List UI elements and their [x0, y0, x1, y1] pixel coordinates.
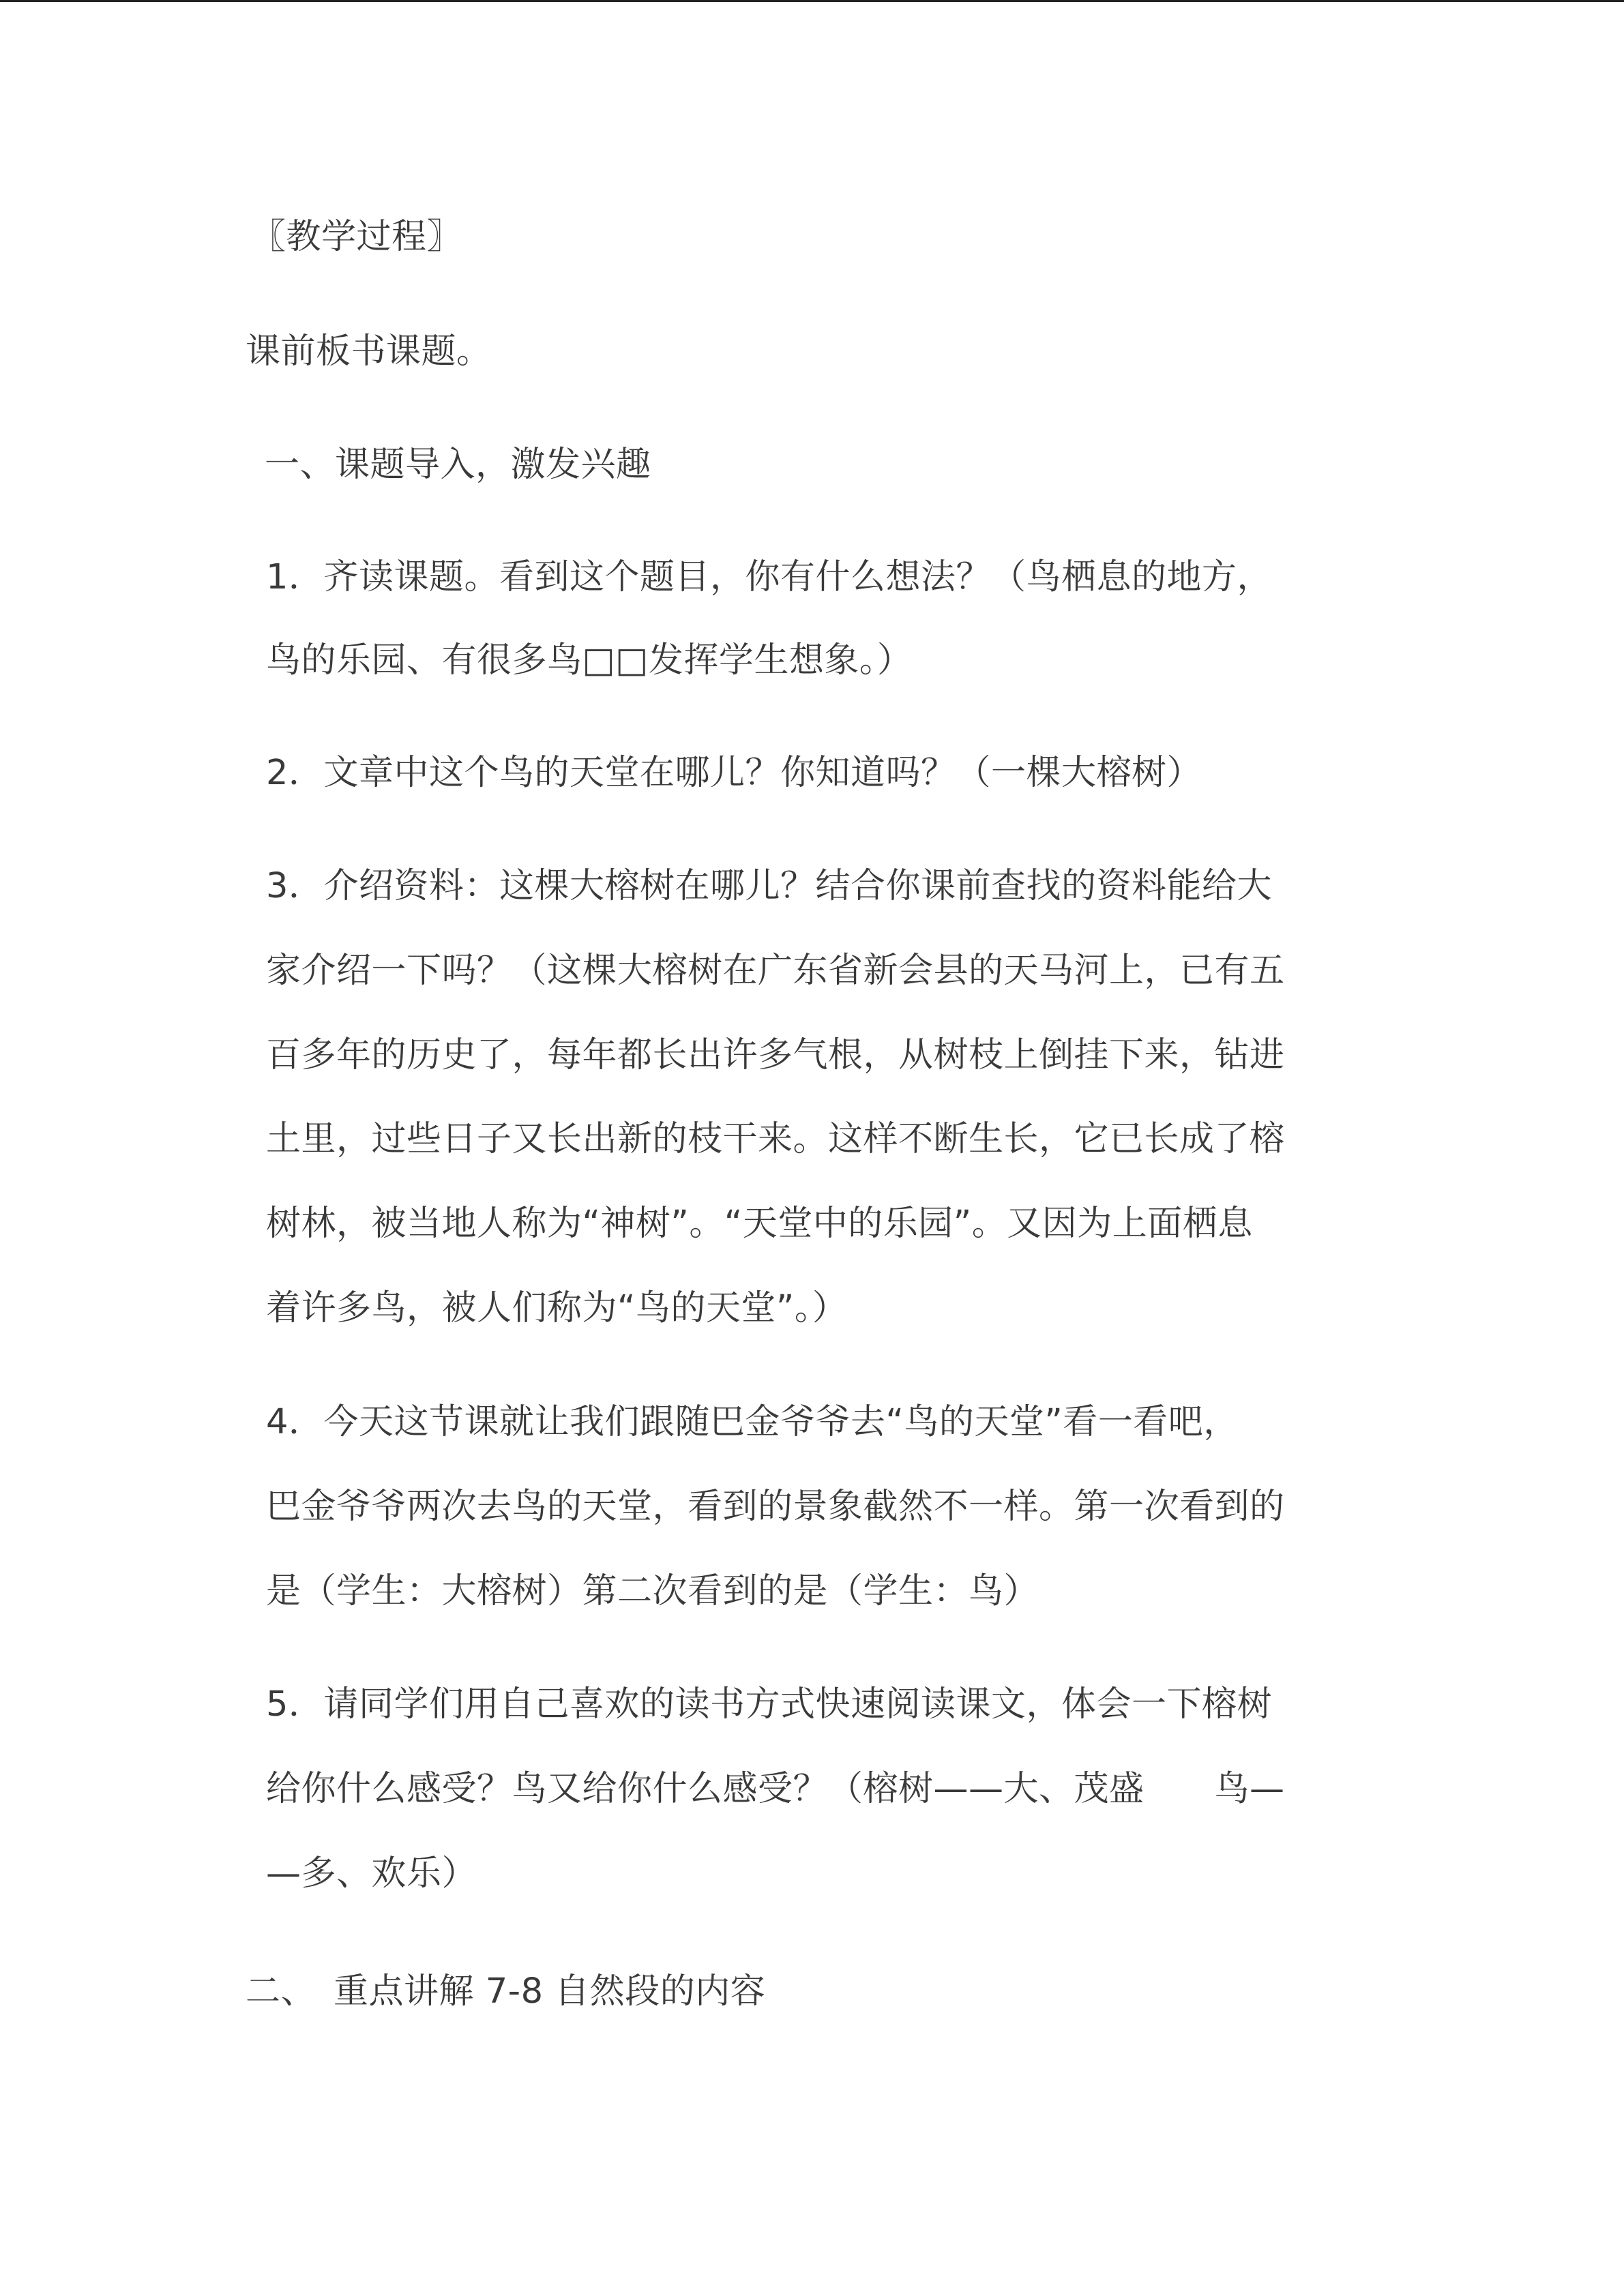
item3-line1: 3．介绍资料：这棵大榕树在哪儿？结合你课前查找的资料能给大: [266, 866, 1272, 906]
top-border-rule: [0, 0, 1624, 2]
part2-heading: 二、 重点讲解 7-8 自然段的内容: [246, 1971, 766, 2012]
item3-line4: 土里，过些日子又长出新的枝干来。这样不断生长，它已长成了榕: [266, 1119, 1285, 1159]
item5-line1: 5．请同学们用自己喜欢的读书方式快速阅读课文，体会一下榕树: [266, 1684, 1272, 1725]
item1-line2: 鸟的乐园、有很多鸟□□发挥学生想象。）: [266, 640, 913, 681]
item2-line1: 2．文章中这个鸟的天堂在哪儿？你知道吗？（一棵大榕树）: [266, 753, 1202, 793]
item5-line2: 给你什么感受？鸟又给你什么感受？（榕树——大、茂盛 鸟—: [266, 1769, 1285, 1809]
intro-line: 课前板书课题。: [246, 331, 492, 372]
item4-line1: 4．今天这节课就让我们跟随巴金爷爷去“鸟的天堂”看一看吧，: [266, 1402, 1239, 1442]
item5-line3: —多、欢乐）: [266, 1853, 477, 1894]
item1-line1: 1．齐读课题。看到这个题目，你有什么想法？（鸟栖息的地方，: [266, 557, 1272, 597]
item3-line3: 百多年的历史了，每年都长出许多气根，从树枝上倒挂下来，钻进: [266, 1035, 1285, 1075]
item3-line5: 树林，被当地人称为“神树”。“天堂中的乐园”。又因为上面栖息: [266, 1204, 1253, 1244]
item4-line2: 巴金爷爷两次去鸟的天堂，看到的景象截然不一样。第一次看到的: [266, 1487, 1285, 1527]
part1-heading: 一、课题导入，激发兴趣: [265, 445, 651, 485]
item4-line3: 是（学生：大榕树）第二次看到的是（学生：鸟）: [266, 1571, 1039, 1611]
section-title: 〖教学过程〗: [251, 217, 462, 257]
item3-line6: 着许多鸟，被人们称为“鸟的天堂”。）: [266, 1288, 848, 1328]
item3-line2: 家介绍一下吗？（这棵大榕树在广东省新会县的天马河上，已有五: [266, 951, 1285, 991]
